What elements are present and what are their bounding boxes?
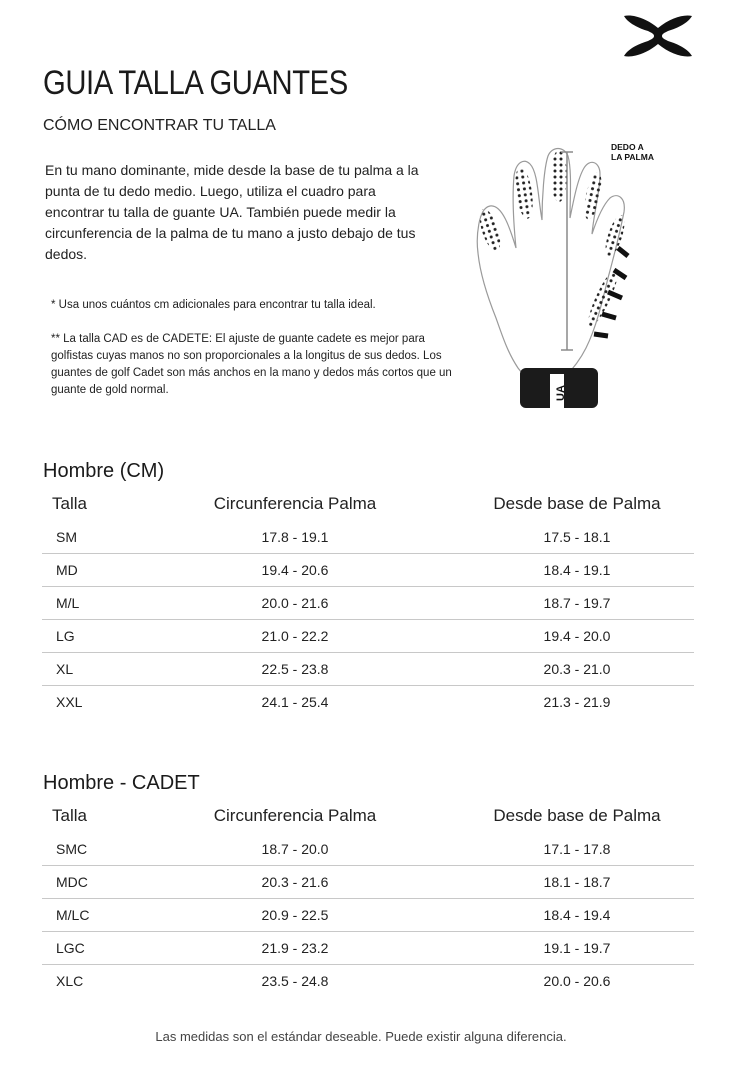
table-row: LG 21.0 - 22.2 19.4 - 20.0 — [42, 620, 694, 653]
page-subtitle: CÓMO ENCONTRAR TU TALLA — [43, 117, 276, 134]
header-talla: Talla — [52, 806, 87, 825]
section-title-hombre-cadet: Hombre - CADET — [43, 772, 200, 794]
header-circunferencia: Circunferencia Palma — [213, 806, 377, 825]
footnote-cadet: ** La talla CAD es de CADETE: El ajuste de guante cadete es mejor para golfistas cuyas manos no son proporcionales a la longitus de sus dedos. Los guantes de golf Cadet son más anchos en la mano y dedos más cortos que un guante de gold normal. — [51, 333, 452, 396]
under-armour-logo-icon — [622, 14, 694, 58]
table-row: LGC 21.9 - 23.2 19.1 - 19.7 — [42, 932, 694, 965]
size-table-hombre-cm — [42, 487, 694, 718]
table-header-row — [42, 799, 694, 833]
measurement-label: DEDO A LA PALMA — [611, 142, 654, 162]
table-row: M/L 20.0 - 21.6 18.7 - 19.7 — [42, 587, 694, 620]
table-row: XLC 23.5 - 24.8 20.0 - 20.6 — [56, 973, 611, 989]
footnote-extra-cm: * Usa unos cuántos cm adicionales para encontrar tu talla ideal. — [51, 299, 376, 311]
header-desde-base: Desde base de Palma — [493, 806, 661, 825]
section-title-hombre-cm: Hombre (CM) — [43, 460, 165, 482]
header-talla: Talla — [52, 494, 87, 513]
table-row: SMC 18.7 - 20.0 17.1 - 17.8 — [42, 833, 694, 866]
table-row: MDC 20.3 - 21.6 18.1 - 18.7 — [42, 866, 694, 899]
table-row: MD 19.4 - 20.6 18.4 - 19.1 — [42, 554, 694, 587]
table-row: M/LC 20.9 - 22.5 18.4 - 19.4 — [42, 899, 694, 932]
header-circunferencia: Circunferencia Palma — [213, 494, 377, 513]
footer-disclaimer: Las medidas son el estándar deseable. Puede existir alguna diferencia. — [155, 1029, 567, 1044]
cuff-logo-text: UA — [555, 385, 567, 401]
glove-illustration — [468, 138, 678, 428]
header-desde-base: Desde base de Palma — [493, 494, 661, 513]
table-row: SM 17.8 - 19.1 17.5 - 18.1 — [42, 521, 694, 554]
table-row: XL 22.5 - 23.8 20.3 - 21.0 — [42, 653, 694, 686]
page-title: GUIA TALLA GUANTES — [43, 64, 348, 102]
table-header-row — [42, 487, 694, 521]
measuring-instructions: En tu mano dominante, mide desde la base de tu palma a la punta de tu dedo medio. Luego, utiliza el cuadro para encontrar tu talla de guante UA. También puede medir la circunferencia de la palma de tu mano a justo debajo de tus dedos. — [45, 162, 419, 262]
table-row: XXL 24.1 - 25.4 21.3 - 21.9 — [56, 694, 611, 710]
size-table-hombre-cadet — [42, 799, 694, 997]
